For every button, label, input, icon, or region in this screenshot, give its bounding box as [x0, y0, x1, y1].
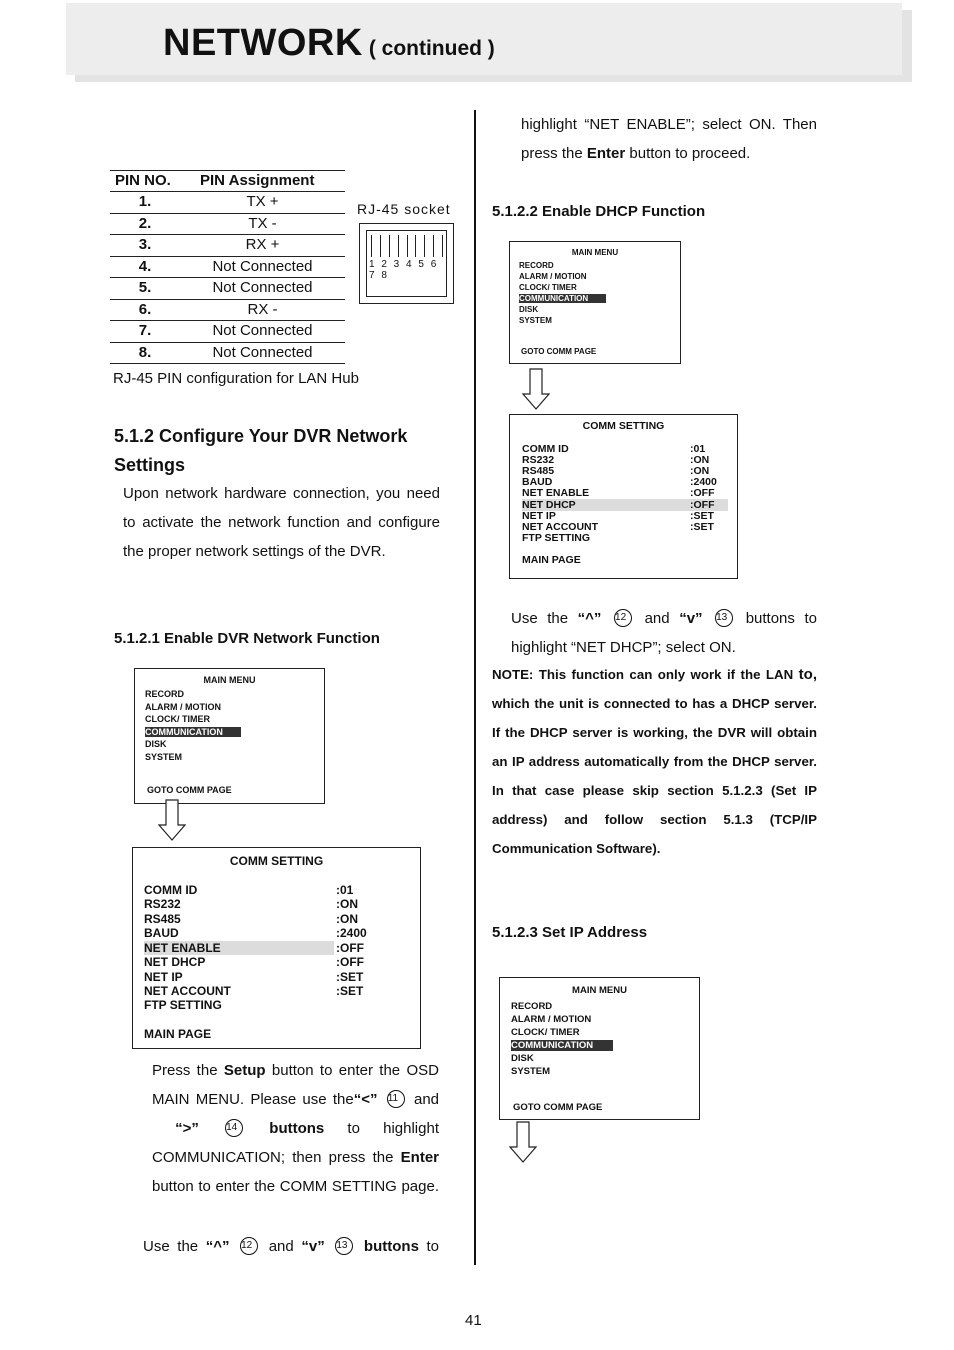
menu-item-disk: DISK — [511, 1053, 534, 1064]
rj45-socket-inner — [366, 230, 447, 297]
comm-row-net-enable-value: :OFF — [336, 941, 364, 955]
comm-row-net-enable-highlight: NET ENABLE — [144, 941, 334, 955]
rj45-pin-numbers: 1 2 3 4 5 6 7 8 — [369, 259, 439, 281]
pin-assignment: Not Connected — [212, 322, 313, 339]
button-11-icon: 11 — [387, 1090, 405, 1108]
menu-item-clock: CLOCK/ TIMER — [511, 1027, 580, 1038]
dhcp-note: NOTE: This function can only work if the LAN to, which the unit is connected to has a DHCP server. If the DHCP server is working, the DVR will obtain an IP address automatically from the DHCP server. In that case please skip section 5.1.2.3 (Set IP address) and follow section 5.1.3 (TCP/IP Communication Software). — [492, 666, 817, 856]
comm-row: NET IP :SET — [144, 970, 364, 984]
column-divider — [474, 110, 476, 1265]
pin-no: 5. — [138, 279, 152, 296]
comm-setting-box — [132, 847, 421, 1049]
pin-assignment: TX + — [246, 193, 279, 210]
comm-row: NET ACCOUNT :SET — [144, 984, 364, 998]
pin-assignment: Not Connected — [212, 343, 313, 361]
pin-no: 7. — [138, 322, 152, 339]
pin-no: 6. — [138, 300, 152, 318]
menu-item-communication: COMMUNICATION — [145, 727, 241, 737]
pin-no-header: PIN NO. — [115, 172, 171, 189]
comm-setting-title: COMM SETTING — [229, 854, 324, 868]
main-page-link: MAIN PAGE — [522, 554, 581, 566]
menu-item-communication: COMMUNICATION — [511, 1040, 613, 1051]
goto-comm-page: GOTO COMM PAGE — [521, 347, 597, 356]
main-menu-title: MAIN MENU — [571, 248, 619, 257]
menu-item-system: SYSTEM — [519, 316, 552, 325]
comm-row: BAUD :2400 — [144, 926, 367, 940]
subsection-heading-2: 5.1.2.2 Enable DHCP Function — [492, 203, 706, 220]
comm-row: FTP SETTING — [144, 998, 222, 1012]
goto-comm-page: GOTO COMM PAGE — [513, 1102, 603, 1113]
page-number: 41 — [465, 1312, 482, 1329]
rj45-socket-label: RJ-45 socket — [357, 201, 451, 217]
down-arrow-icon — [509, 1121, 537, 1163]
menu-item-record: RECORD — [519, 261, 554, 270]
subsection-heading-3: 5.1.2.3 Set IP Address — [492, 924, 648, 941]
button-13-icon: 13 — [335, 1237, 353, 1255]
pin-no: 1. — [138, 193, 152, 210]
comm-row: RS485 :ON — [144, 912, 358, 926]
main-page-link: MAIN PAGE — [144, 1027, 212, 1041]
table-row — [110, 257, 345, 279]
menu-item-alarm: ALARM / MOTION — [519, 272, 587, 281]
comm-row-net-dhcp-highlight: NET DHCP :OFF — [522, 499, 728, 511]
comm-row: COMM ID :01 — [144, 883, 354, 897]
comm-row: BAUD :2400 — [522, 476, 717, 488]
comm-row: NET ACCOUNT :SET — [522, 521, 714, 533]
pin-no: 2. — [138, 214, 152, 232]
table-row — [110, 192, 345, 214]
dhcp-instructions: Use the “^” 12 and “v” 13 buttons to highlight “NET DHCP”; select ON. — [511, 610, 817, 656]
comm-row: NET ENABLE :OFF — [522, 487, 715, 499]
comm-row: RS232 :ON — [144, 897, 358, 911]
comm-row: NET DHCP :OFF — [144, 955, 364, 969]
comm-row: NET IP :SET — [522, 510, 714, 522]
table-row — [110, 343, 345, 365]
button-13-icon: 13 — [715, 609, 733, 627]
comm-setting-title: COMM SETTING — [582, 420, 665, 432]
table-row — [110, 235, 345, 257]
main-menu-box — [509, 241, 681, 364]
comm-row: FTP SETTING — [522, 532, 591, 544]
pin-assignment: Not Connected — [212, 279, 313, 296]
menu-item-record: RECORD — [511, 1001, 553, 1012]
menu-item-alarm: ALARM / MOTION — [145, 702, 221, 712]
comm-row: COMM ID :01 — [522, 443, 706, 455]
button-14-icon: 14 — [225, 1119, 243, 1137]
menu-item-clock: CLOCK/ TIMER — [145, 714, 210, 724]
down-arrow-icon — [158, 799, 186, 841]
goto-comm-page: GOTO COMM PAGE — [147, 785, 232, 795]
pin-assignment: TX - — [248, 214, 277, 232]
table-row — [110, 214, 345, 236]
intro-paragraph: Upon network hardware connection, you need to activate the network function and configure the proper network settings of the DVR. — [123, 485, 440, 560]
menu-item-disk: DISK — [145, 739, 167, 749]
pin-table-header — [110, 170, 345, 192]
page-subtitle: ( continued ) — [368, 37, 495, 60]
comm-setting-box — [509, 414, 738, 579]
rj45-pins — [371, 235, 443, 259]
pin-assignment-header: PIN Assignment — [200, 172, 315, 189]
menu-item-clock: CLOCK/ TIMER — [519, 283, 577, 292]
pin-table-caption: RJ-45 PIN configuration for LAN Hub — [113, 370, 359, 387]
pin-assignment: Not Connected — [212, 257, 313, 275]
rj45-socket-diagram — [359, 223, 454, 304]
pin-no: 8. — [138, 343, 152, 361]
main-menu-box — [134, 668, 325, 804]
setup-instructions: Press the Setup button to enter the OSD MAIN MENU. Please use the“<” 11 and “>” 14 buttons to highlight COMMUNICATION; then press the Enter button to enter the COMM SETTING page. — [152, 1062, 440, 1195]
menu-item-record: RECORD — [145, 689, 185, 699]
main-menu-title: MAIN MENU — [203, 675, 256, 685]
menu-item-disk: DISK — [519, 305, 539, 314]
pin-assignment: RX + — [245, 236, 280, 253]
comm-row: RS485 :ON — [522, 465, 710, 477]
table-row — [110, 278, 345, 300]
section-heading: 5.1.2 Configure Your DVR Network Settings — [114, 426, 408, 475]
main-menu-box — [499, 977, 700, 1120]
button-12-icon: 12 — [240, 1237, 258, 1255]
button-12-icon: 12 — [614, 609, 632, 627]
menu-item-alarm: ALARM / MOTION — [511, 1014, 592, 1025]
menu-item-system: SYSTEM — [145, 752, 183, 762]
pin-no: 4. — [138, 257, 152, 275]
subsection-heading-1: 5.1.2.1 Enable DVR Network Function — [114, 630, 380, 647]
comm-row: RS232 :ON — [522, 454, 710, 466]
menu-item-communication: COMMUNICATION — [519, 294, 606, 303]
menu-item-system: SYSTEM — [511, 1066, 551, 1077]
pin-no: 3. — [138, 236, 152, 253]
page-title: NETWORK ( continued ) — [163, 22, 495, 64]
main-menu-title: MAIN MENU — [572, 985, 627, 996]
pin-assignment: RX - — [247, 300, 278, 318]
table-row — [110, 300, 345, 322]
use-up-down-line: Use the “^” 12 and “v” 13 buttons to — [143, 1238, 440, 1255]
down-arrow-icon — [522, 368, 550, 410]
table-row — [110, 321, 345, 343]
pin-table — [110, 170, 345, 364]
net-enable-continuation: highlight “NET ENABLE”; select ON. Then press the Enter button to proceed. — [521, 116, 817, 162]
